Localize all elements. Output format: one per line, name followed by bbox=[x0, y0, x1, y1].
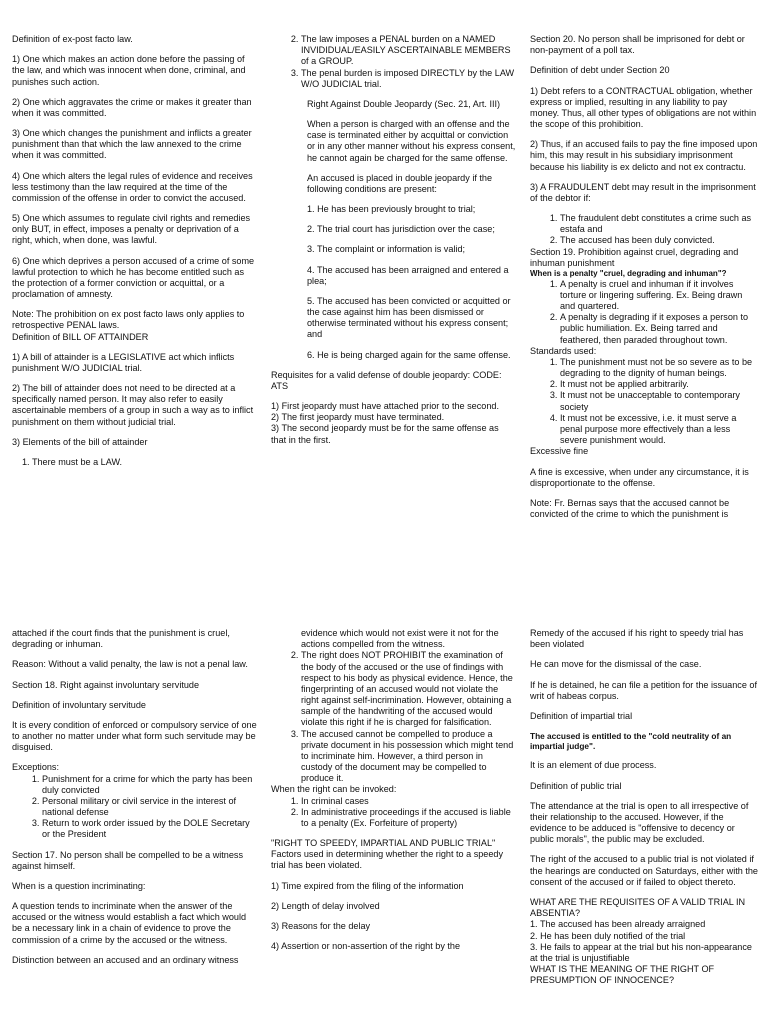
list-item: 3. It must not be unacceptable to contemporary society bbox=[560, 390, 758, 412]
heading-standards: Standards used: bbox=[530, 345, 597, 356]
heading-distinction: Distinction between an accused and an ordinary witness bbox=[12, 954, 239, 965]
attainder-elements-list bbox=[271, 34, 516, 90]
penalty-list bbox=[530, 279, 758, 346]
paragraph: A question tends to incriminate when the answer of the accused or the witness would establish a fact which would be a necessary link in a chain of evidence to prove the commission of a crime by the accused or the witness. bbox=[12, 901, 247, 945]
heading-debt: Definition of debt under Section 20 bbox=[530, 65, 670, 76]
paragraph: 6) One which deprives a person accused of a crime of some lawful protection to which he has become entitled such as the protection of a former conviction or acquittal, or a proclamation of amnesty. bbox=[12, 255, 255, 300]
paragraph: attached if the court finds that the punishment is cruel, degrading or inhuman. bbox=[12, 628, 230, 650]
condition: 4. The accused has been arraigned and entered a plea; bbox=[307, 264, 509, 286]
heading-presumption-innocence: WHAT IS THE MEANING OF THE RIGHT OF PRESUMPTION OF INNOCENCE? bbox=[530, 964, 715, 986]
paragraph: The right of the accused to a public trial is not violated if the hearings are conducted on Saturdays, either with the consent of the accused or if failed to object thereto. bbox=[530, 854, 758, 887]
heading-involuntary-servitude: Definition of involuntary servitude bbox=[12, 699, 146, 710]
requisite: 2) The first jeopardy must have terminated. bbox=[271, 412, 445, 423]
requisite: 3) The second jeopardy must be for the same offense as that in the first. bbox=[271, 423, 499, 445]
self-incrimination-list bbox=[271, 650, 516, 784]
condition: 1. He has been previously brought to trial; bbox=[307, 204, 476, 215]
heading-ex-post-facto: Definition of ex-post facto law. bbox=[12, 34, 133, 44]
paragraph: 2) One which aggravates the crime or makes it greater than when it was committed. bbox=[12, 96, 252, 118]
factor: 3) Reasons for the delay bbox=[271, 920, 371, 931]
standards-list bbox=[530, 357, 758, 446]
heading-incriminating: When is a question incriminating: bbox=[12, 880, 146, 891]
paragraph: 5) One which assumes to regulate civil rights and remedies only BUT, in effect, imposes a penalty or deprivation of a right, which, when done, was lawful. bbox=[12, 213, 251, 246]
fraud-list bbox=[530, 213, 758, 247]
list-item: 1. The fraudulent debt constitutes a crime such as estafa and bbox=[560, 213, 758, 235]
condition: 3. The complaint or information is valid; bbox=[307, 244, 466, 255]
list-item: 2. In administrative proceedings if the accused is liable to a penalty (Ex. Forfeiture of property) bbox=[301, 807, 516, 829]
paragraph: It is an element of due process. bbox=[530, 760, 657, 771]
paragraph: 2) The bill of attainder does not need to be directed at a specifically named person. It may also refer to easily ascertainable members of a group in such a way as to inflict punishment on them without judicial trial. bbox=[12, 383, 254, 427]
condition: 2. The trial court has jurisdiction over the case; bbox=[307, 224, 495, 235]
paragraph: 3) Elements of the bill of attainder bbox=[12, 436, 148, 447]
requisite: 1) First jeopardy must have attached prior to the second. bbox=[271, 401, 499, 412]
paragraph: When a person is charged with an offense and the case is terminated either by acquittal or conviction or in any other manner without his express consent, he cannot again be charged for the same offense. bbox=[307, 119, 516, 163]
note: Note: The prohibition on ex post facto laws only applies to retrospective PENAL laws. bbox=[12, 309, 245, 331]
heading-section-19: Section 19. Prohibition against cruel, degrading and inhuman punishment bbox=[530, 246, 739, 268]
heading-requisites: Requisites for a valid defense of double jeopardy: CODE: ATS bbox=[271, 369, 502, 391]
paragraph: The attendance at the trial is open to all irrespective of their relationship to the accused. However, if the evidence to be adduced is "offensive to decency or public morals", the public may be excluded. bbox=[530, 800, 749, 845]
requisite: 2. He has been duly notified of the trial bbox=[530, 930, 686, 941]
heading-excessive-fine: Excessive fine bbox=[530, 446, 589, 457]
list-item: 1. In criminal cases bbox=[301, 796, 516, 807]
column-right bbox=[530, 628, 758, 986]
paragraph: If he is detained, he can file a petition for the issuance of writ of habeas corpus. bbox=[530, 679, 757, 701]
heading-double-jeopardy: Right Against Double Jeopardy (Sec. 21, Art. III) bbox=[307, 98, 501, 109]
list-item: 3. The penal burden is imposed DIRECTLY by the LAW W/O JUDICIAL trial. bbox=[301, 68, 516, 90]
heading-impartial-trial: Definition of impartial trial bbox=[530, 710, 633, 721]
paragraph: 1) Debt refers to a CONTRACTUAL obligation, whether express or implied, resulting in any liability to pay money. Thus, all other types of obligations are not within the scope of this prohibition. bbox=[530, 85, 757, 130]
heading-exceptions: Exceptions: bbox=[12, 762, 60, 773]
paragraph: A fine is excessive, when under any circumstance, it is disproportionate to the offense. bbox=[530, 466, 749, 488]
heading-cruel-penalty: When is a penalty "cruel, degrading and inhuman"? bbox=[530, 268, 727, 278]
paragraph: 3) A FRAUDULENT debt may result in the imprisonment of the debtor if: bbox=[530, 181, 756, 203]
paragraph: The accused is entitled to the "cold neutrality of an impartial judge". bbox=[530, 731, 732, 752]
invoke-list bbox=[271, 796, 516, 830]
paragraph: He can move for the dismissal of the case. bbox=[530, 659, 702, 670]
heading-when-invoked: When the right can be invoked: bbox=[271, 784, 397, 795]
list-item: 2. The right does NOT PROHIBIT the examination of the body of the accused or the use of findings with respect to his body as physical evidence. Hence, the fingerprinting of an accused would not violate the right against self-incrimination. However, obtaining a sample of the handwriting of the accused would violate this right if he is charged for falsification. bbox=[301, 650, 516, 728]
list-item: 2. The accused has been duly convicted. bbox=[560, 235, 758, 246]
list-item: 3. The accused cannot be compelled to produce a private document in his possession which might tend to incriminate him. However, a third person in custody of the document may be compelled to produce it. bbox=[301, 729, 516, 785]
paragraph: 1) One which makes an action done before the passing of the law, and which was innocent when done, criminal, and punishes such action. bbox=[12, 54, 246, 87]
paragraph: 2) Thus, if an accused fails to pay the fine imposed upon him, this may result in his subsidiary imprisonment because his liability is ex delicto and not ex contractu. bbox=[530, 139, 758, 172]
paragraph: Factors used in determining whether the right to a speedy trial has been violated. bbox=[271, 849, 504, 871]
paragraph: 4) One which alters the legal rules of evidence and receives less testimony than the law required at the time of the commission of the offense in order to convict the accused. bbox=[12, 170, 253, 203]
paragraph: An accused is placed in double jeopardy if the following conditions are present: bbox=[307, 172, 493, 194]
column-middle bbox=[271, 34, 516, 446]
list-item: 1. There must be a LAW. bbox=[22, 456, 123, 467]
paragraph: It is every condition of enforced or compulsory service of one to another no matter under what form such servitude may be disguised. bbox=[12, 719, 257, 753]
column-left bbox=[12, 628, 257, 975]
requisite: 3. He fails to appear at the trial but his non-appearance at the trial is unjustifiable bbox=[530, 941, 752, 963]
heading-section-17: Section 17. No person shall be compelled to be a witness against himself. bbox=[12, 849, 244, 871]
list-item: 1. A penalty is cruel and inhuman if it involves torture or lingering suffering. Ex. Being drawn and quartered. bbox=[560, 279, 758, 313]
column-left bbox=[12, 34, 257, 477]
list-item: 1. Punishment for a crime for which the party has been duly convicted bbox=[42, 774, 257, 796]
factor: 2) Length of delay involved bbox=[271, 900, 380, 911]
column-middle bbox=[271, 628, 516, 961]
exceptions-list bbox=[12, 774, 257, 841]
list-item: 2. Personal military or civil service in the interest of national defense bbox=[42, 796, 257, 818]
list-item: 4. It must not be excessive, i.e. it must serve a penal purpose more effectively than a less severe punishment would. bbox=[560, 413, 758, 447]
heading-section-18: Section 18. Right against involuntary servitude bbox=[12, 679, 200, 690]
heading-section-20: Section 20. No person shall be imprisoned for debt or non-payment of a poll tax. bbox=[530, 34, 745, 56]
factor: 1) Time expired from the filing of the information bbox=[271, 880, 464, 891]
heading-bill-of-attainder: Definition of BILL OF ATTAINDER bbox=[12, 331, 149, 342]
paragraph: Reason: Without a valid penalty, the law is not a penal law. bbox=[12, 659, 248, 670]
list-item: 3. Return to work order issued by the DOLE Secretary or the President bbox=[42, 818, 257, 840]
list-item: 2. The law imposes a PENAL burden on a NAMED INVIDIDUAL/EASILY ASCERTAINABLE MEMBERS of a GROUP. bbox=[301, 34, 516, 68]
factor: 4) Assertion or non-assertion of the right by the bbox=[271, 941, 461, 952]
heading-speedy-trial: "RIGHT TO SPEEDY, IMPARTIAL AND PUBLIC TRIAL" bbox=[271, 838, 496, 849]
column-right bbox=[530, 34, 758, 529]
heading-public-trial: Definition of public trial bbox=[530, 780, 622, 791]
heading-remedy: Remedy of the accused if his right to speedy trial has been violated bbox=[530, 628, 744, 650]
condition: 6. He is being charged again for the same offense. bbox=[307, 349, 511, 360]
list-item: 1. The punishment must not be so severe as to be degrading to the dignity of human beings. bbox=[560, 357, 758, 379]
paragraph: 3) One which changes the punishment and inflicts a greater punishment than that which the law annexed to the crime when it was committed. bbox=[12, 128, 252, 161]
note: Note: Fr. Bernas says that the accused cannot be convicted of the crime to which the punishment is bbox=[530, 497, 730, 520]
paragraph: 1) A bill of attainder is a LEGISLATIVE act which inflicts punishment W/O JUDICIAL trial. bbox=[12, 351, 235, 373]
list-item: 2. It must not be applied arbitrarily. bbox=[560, 379, 758, 390]
heading-trial-in-absentia: WHAT ARE THE REQUISITES OF A VALID TRIAL IN ABSENTIA? bbox=[530, 896, 746, 919]
list-item: 2. A penalty is degrading if it exposes a person to public humiliation. Ex. Being tarred and feathered, then paraded throughout town. bbox=[560, 312, 758, 346]
requisite: 1. The accused has been already arraigned bbox=[530, 919, 706, 930]
page-bottom bbox=[0, 512, 768, 1024]
paragraph: evidence which would not exist were it not for the actions compelled from the witness. bbox=[301, 628, 499, 650]
condition: 5. The accused has been convicted or acquitted or the case against him has been dismissed or otherwise terminated without his express consent; and bbox=[307, 295, 511, 340]
